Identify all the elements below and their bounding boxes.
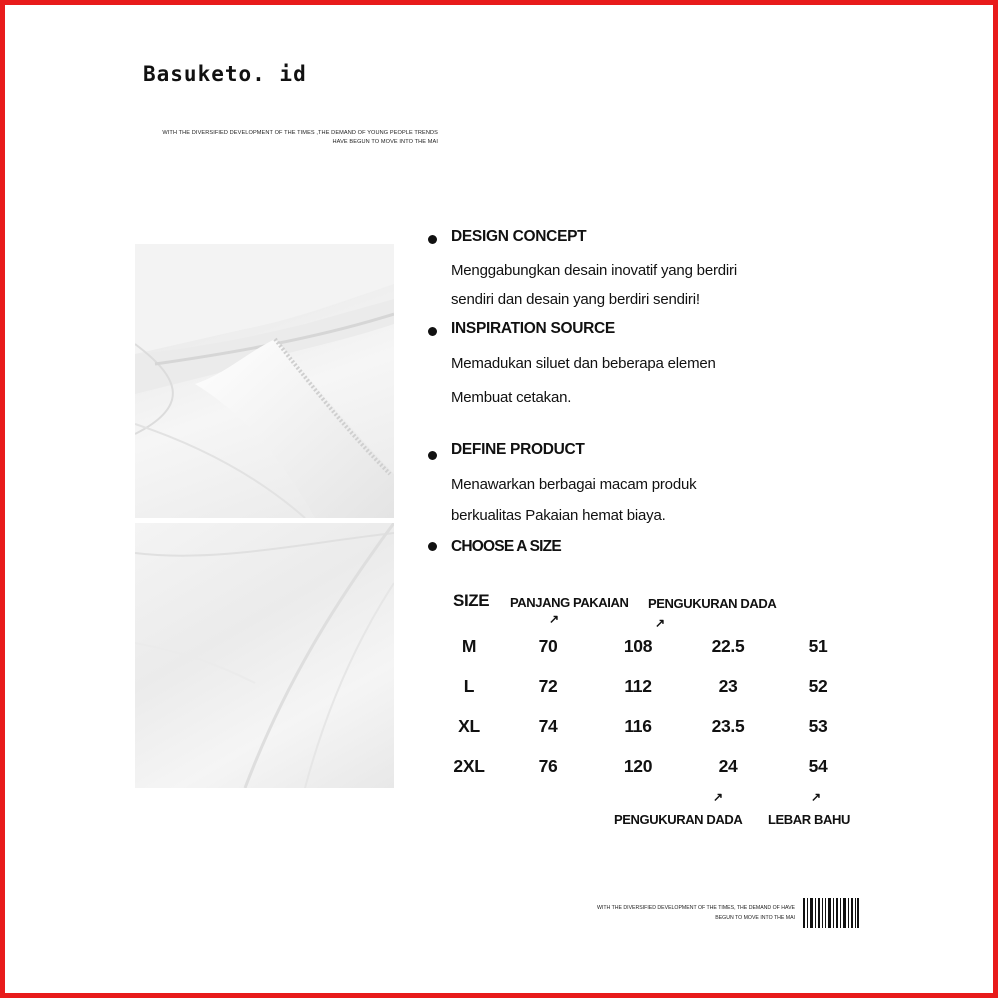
section-text: berkualitas Pakaian hemat biaya. [451, 507, 666, 524]
section-text: Membuat cetakan. [451, 389, 572, 406]
label-pengukuran-dada-bottom: PENGUKURAN DADA [614, 812, 743, 827]
shoulder-cell: 51 [808, 636, 828, 656]
bullet-dot-icon [428, 235, 437, 244]
bullet-dot-icon [428, 451, 437, 460]
section-text: sendiri dan desain yang berdiri sendiri! [451, 291, 700, 308]
length-cell: 76 [538, 756, 558, 776]
size-cell: L [463, 676, 475, 696]
measure-cell: 24 [718, 756, 738, 776]
length-cell: 72 [538, 676, 558, 696]
label-lebar-bahu: LEBAR BAHU [768, 812, 850, 827]
section-title: CHOOSE A SIZE [451, 538, 561, 555]
size-cell: M [461, 636, 477, 656]
measure-cell: 23.5 [711, 716, 745, 736]
measure-cell: 22.5 [711, 636, 745, 656]
section-title: INSPIRATION SOURCE [451, 320, 615, 337]
barcode-icon [803, 898, 859, 928]
shoulder-cell: 52 [808, 676, 828, 696]
arrow-up-right-icon: ↗ [655, 616, 666, 630]
fabric-photo-hem [135, 523, 394, 788]
size-column-header: SIZE [453, 591, 490, 610]
section-text: Memadukan siluet dan beberapa elemen [451, 355, 716, 372]
brand-logo-text: Basuketo. id [143, 62, 307, 86]
chest-cell: 112 [624, 676, 652, 696]
arrow-up-right-icon: ↗ [713, 790, 724, 804]
shoulder-cell: 54 [808, 756, 828, 776]
section-text: Menggabungkan desain inovatif yang berdiri [451, 262, 737, 279]
size-cell: XL [458, 716, 480, 736]
chest-cell: 120 [623, 756, 653, 776]
arrow-up-right-icon: ↗ [549, 612, 560, 626]
bullet-dot-icon [428, 327, 437, 336]
section-title: DESIGN CONCEPT [451, 228, 587, 245]
size-cell: 2XL [453, 756, 485, 776]
measure-cell: 23 [718, 676, 738, 696]
label-panjang-pakaian: PANJANG PAKAIAN [510, 595, 629, 610]
chest-cell: 108 [623, 636, 653, 656]
arrow-up-right-icon: ↗ [811, 790, 822, 804]
label-pengukuran-dada-top: PENGUKURAN DADA [648, 596, 777, 611]
shoulder-cell: 53 [808, 716, 828, 736]
length-cell: 70 [538, 636, 558, 656]
tagline-bottom: WITH THE DIVERSIFIED DEVELOPMENT OF THE TIMES, THE DEMAND OF HAVE BEGUN TO MOVE INTO THE MAI [596, 905, 795, 921]
bullet-dot-icon [428, 542, 437, 551]
tagline-top: WITH THE DIVERSIFIED DEVELOPMENT OF THE TIMES ,THE DEMAND OF YOUNG PEOPLE TRENDS HAVE BEGUN TO MOVE INTO THE MAI [162, 130, 438, 145]
fabric-photo-collar [135, 244, 394, 518]
section-title: DEFINE PRODUCT [451, 441, 585, 458]
length-cell: 74 [538, 716, 558, 736]
chest-cell: 116 [624, 716, 652, 736]
section-text: Menawarkan berbagai macam produk [451, 476, 697, 493]
